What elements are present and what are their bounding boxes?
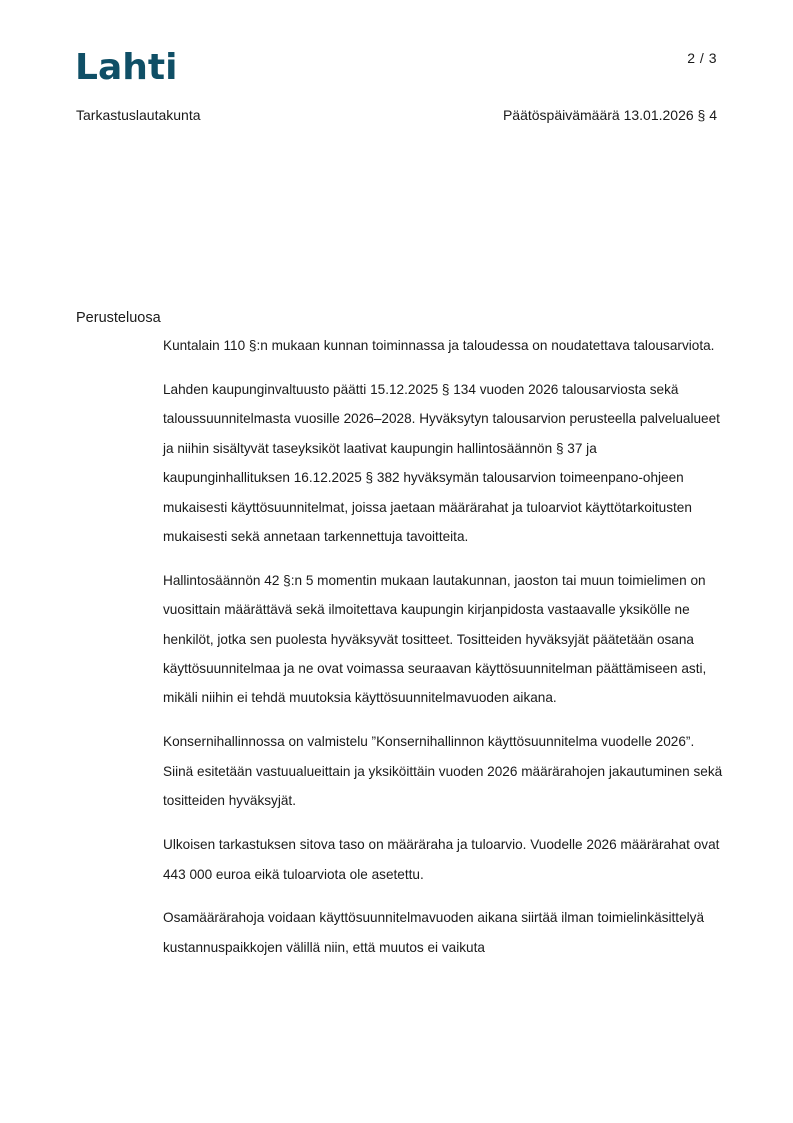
paragraph: Lahden kaupunginvaltuusto päätti 15.12.2025 § 134 vuoden 2026 talousarviosta sekä taloussuunnitelmasta vuosille 2026–2028. Hyväksytyn talousarvion perusteella palvelualueet ja niihin sisältyvät taseyksiköt laativat kaupungin hallintosäännön § 37 ja kaupunginhallituksen 16.12.2025 § 382 hyväksymän talousarvion toimeenpano-ohjeen mukaisesti käyttösuunnitelmat, joissa jaetaan määrärahat ja tuloarviot käyttötarkoitusten mukaisesti sekä annetaan tarkennettuja tavoitteita. bbox=[163, 381, 720, 544]
document-header bbox=[76, 107, 717, 123]
lahti-logo bbox=[75, 44, 178, 88]
paragraph: Kuntalain 110 §:n mukaan kunnan toiminnassa ja taloudessa on noudatettava talousarviota. bbox=[163, 338, 715, 353]
section-heading: Perusteluosa bbox=[76, 310, 161, 326]
logo-text: Lahti bbox=[75, 47, 178, 88]
paragraph: Konsernihallinnossa on valmistelu ”Konsernihallinnon käyttösuunnitelma vuodelle 2026”. Siinä esitetään vastuualueittain ja yksiköittäin vuoden 2026 määrärahojen jakautuminen sekä tositteiden hyväksyjät. bbox=[163, 734, 723, 809]
section-body bbox=[163, 331, 723, 962]
page-number: 2 / 3 bbox=[687, 50, 717, 66]
paragraph: Osamäärärahoja voidaan käyttösuunnitelmavuoden aikana siirtää ilman toimielinkäsittelyä kustannuspaikkojen välillä niin, että muutos ei vaikuta bbox=[163, 910, 705, 955]
paragraph: Hallintosäännön 42 §:n 5 momentin mukaan lautakunnan, jaoston tai muun toimielimen on vuosittain määrättävä sekä ilmoitettava kaupungin kirjanpidosta vastaavalle yksikölle ne henkilöt, jotka sen puolesta hyväksyvät tositteet. Tositteiden hyväksyjät päätetään osana käyttösuunnitelmaa ja ne ovat voimassa seuraavan käyttösuunnitelman päättämiseen asti, mikäli niihin ei tehdä muutoksia käyttösuunnitelmavuoden aikana. bbox=[163, 572, 707, 706]
decision-date: Päätöspäivämäärä 13.01.2026 § 4 bbox=[502, 107, 717, 123]
paragraph: Ulkoisen tarkastuksen sitova taso on määräraha ja tuloarvio. Vuodelle 2026 määrärahat ovat 443 000 euroa eikä tuloarviota ole asetettu. bbox=[163, 837, 720, 882]
committee-name: Tarkastuslautakunta bbox=[76, 107, 201, 123]
